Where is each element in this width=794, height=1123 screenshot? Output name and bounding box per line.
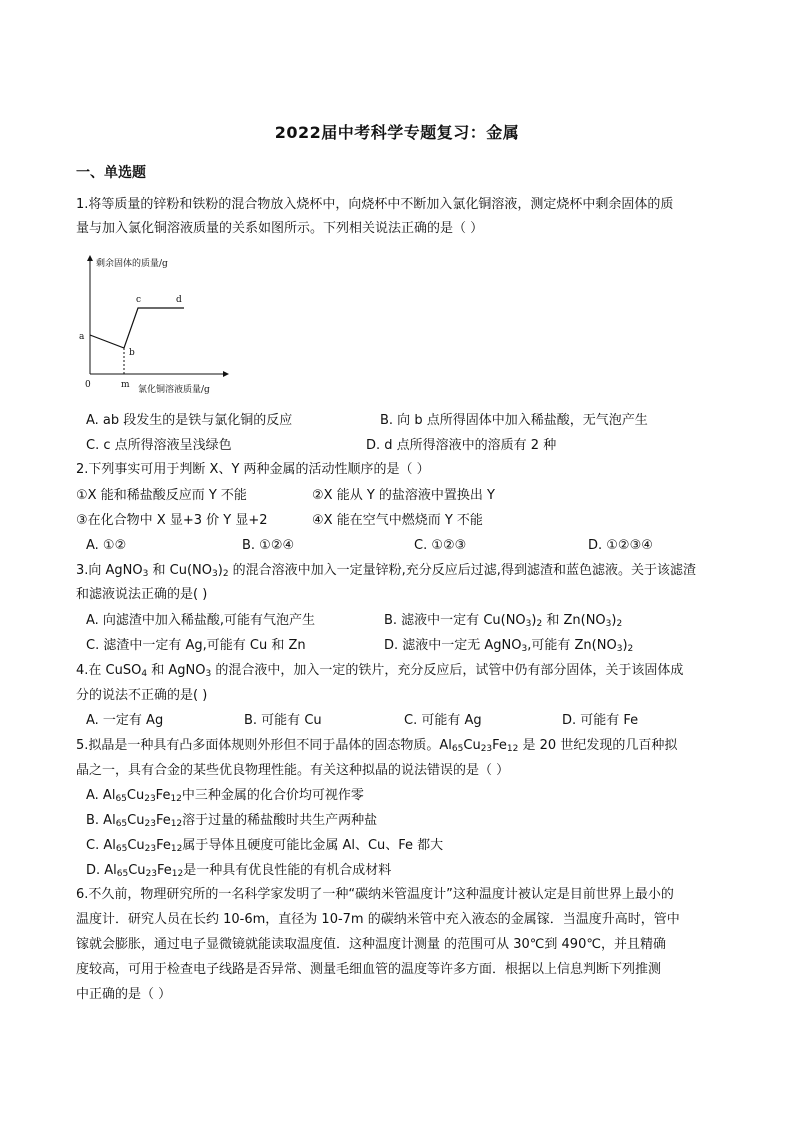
question-4-option-d: D. 可能有 Fe	[562, 713, 639, 728]
question-4-text: 4.在 CuSO	[76, 663, 142, 678]
question-1-option-c: C. c 点所得溶液呈浅绿色	[86, 438, 232, 453]
point-a-label: a	[79, 332, 85, 342]
subscript: 65	[451, 744, 464, 754]
subscript: 12	[170, 794, 182, 804]
option-text: B. 滤液中一定有 Cu(NO	[384, 613, 526, 628]
subscript: 2	[222, 569, 229, 579]
question-4-text: 的混合液中，加入一定的铁片，充分反应后，试管中仍有部分固体，关于该固体成	[211, 663, 684, 678]
question-1-line-1: 1.将等质量的锌粉和铁粉的混合物放入烧杯中，向烧杯中不断加入氯化铜溶液，测定烧杯中剩余固体的质	[76, 197, 674, 212]
subscript: 12	[506, 744, 519, 754]
formula-part: Cu	[126, 788, 145, 803]
question-3-line-2: 和滤液说法正确的是( )	[76, 587, 208, 602]
subscript: 23	[480, 744, 493, 754]
question-5-text: Fe	[492, 738, 507, 753]
option-text: 溶于过量的稀盐酸时共生产两种盐	[182, 813, 378, 828]
question-5-text: Cu	[463, 738, 481, 753]
graph-svg	[76, 252, 236, 400]
question-3-option-b	[384, 612, 622, 630]
question-5-text: 是 20 世纪发现的几百种拟	[518, 738, 678, 753]
question-3-text: )	[217, 563, 223, 578]
option-text: )	[531, 613, 537, 628]
mass-curve	[90, 308, 184, 348]
question-2-statement-3: ③在化合物中 X 显+3 价 Y 显+2	[76, 513, 268, 528]
option-prefix: B. Al	[86, 813, 116, 828]
option-text: )	[622, 638, 628, 653]
subscript: 2	[627, 644, 634, 654]
question-3-text: 的混合溶液中加入一定量锌粉,充分反应后过滤,得到滤渣和蓝色滤液。关于该滤渣	[228, 563, 696, 578]
formula-part: Cu	[128, 863, 146, 878]
option-prefix: C. Al	[86, 838, 116, 853]
question-6-line-2: 温度计．研究人员在长约 10-6m，直径为 10-7m 的碳纳米管中充入液态的金属镓．当温度升高时，管中	[76, 912, 680, 927]
subscript: 3	[142, 569, 149, 579]
option-text: 和 Zn(NO	[542, 613, 606, 628]
y-axis-label: 剩余固体的质量/g	[96, 259, 168, 269]
subscript: 23	[145, 869, 158, 879]
question-4-text: 和 AgNO	[147, 663, 206, 678]
option-text: D. 滤液中一定无 AgNO	[384, 638, 522, 653]
option-text: 是一种具有优良性能的有机合成材料	[183, 863, 392, 878]
question-5-option-b	[86, 812, 377, 830]
question-3-option-a: A. 向滤渣中加入稀盐酸,可能有气泡产生	[86, 613, 316, 628]
subscript: 12	[170, 844, 183, 854]
question-3-text: 和 Cu(NO	[148, 563, 212, 578]
question-4-option-c: C. 可能有 Ag	[404, 713, 482, 728]
formula-part: Fe	[155, 813, 171, 828]
question-1-line-2: 量与加入氯化铜溶液质量的关系如图所示。下列相关说法正确的是（ ）	[76, 221, 484, 236]
option-prefix: D. Al	[86, 863, 117, 878]
question-6-line-5: 中正确的是（ ）	[76, 987, 172, 1002]
section-heading: 一、单选题	[76, 165, 146, 181]
subscript: 23	[144, 819, 156, 829]
option-text: 中三种金属的化合价均可视作零	[181, 788, 364, 803]
subscript: 65	[116, 869, 129, 879]
subscript: 3	[605, 619, 612, 629]
subscript: 23	[144, 844, 157, 854]
x-axis-label: 氯化铜溶液质量/g	[138, 385, 210, 395]
question-6-line-1: 6.不久前，物理研究所的一名科学家发明了一种“碳纳米管温度计”这种温度计被认定是目前世界上最小的	[76, 887, 674, 902]
point-d-label: d	[176, 295, 182, 305]
question-5-line-2: 晶之一，具有合金的某些优良物理性能。有关这种拟晶的说法错误的是（ ）	[76, 763, 510, 778]
subscript: 4	[141, 669, 148, 679]
question-3-option-c: C. 滤渣中一定有 Ag,可能有 Cu 和 Zn	[86, 638, 306, 653]
question-2-option-c: C. ①②③	[414, 538, 467, 553]
question-4-line-1	[76, 662, 683, 680]
question-6-line-4: 度较高，可用于检查电子线路是否异常、测量毛细血管的温度等许多方面．根据以上信息判断下列推测	[76, 962, 662, 977]
option-prefix: A. Al	[86, 788, 116, 803]
question-2-statement-1: ①X 能和稀盐酸反应而 Y 不能	[76, 488, 247, 503]
subscript: 3	[616, 644, 623, 654]
question-5-line-1	[76, 737, 677, 755]
formula-part: Cu	[127, 838, 145, 853]
question-1-option-b: B. 向 b 点所得固体中加入稀盐酸，无气泡产生	[380, 413, 648, 428]
question-4-option-b: B. 可能有 Cu	[244, 713, 322, 728]
question-2-option-a: A. ①②	[86, 538, 127, 553]
question-2-option-b: B. ①②④	[242, 538, 295, 553]
question-3-line-1	[76, 562, 696, 580]
formula-part: Fe	[156, 838, 171, 853]
subscript: 12	[171, 869, 184, 879]
option-text: ,可能有 Zn(NO	[527, 638, 617, 653]
m-label: m	[121, 380, 130, 390]
question-2-line-1: 2.下列事实可用于判断 X、Y 两种金属的活动性顺序的是（ ）	[76, 462, 430, 477]
point-c-label: c	[136, 295, 142, 305]
page-title: 2022届中考科学专题复习：金属	[274, 123, 520, 142]
subscript: 65	[115, 844, 128, 854]
question-5-option-c	[86, 837, 443, 855]
question-3-option-d	[384, 637, 633, 655]
question-1-graph	[76, 252, 236, 400]
subscript: 12	[170, 819, 183, 829]
subscript: 65	[115, 819, 128, 829]
question-6-line-3: 镓就会膨胀，通过电子显微镜就能读取温度值．这种温度计测量 的范围可从 30℃到 490℃，并且精确	[76, 937, 666, 952]
question-5-option-a	[86, 787, 364, 805]
question-5-option-d	[86, 862, 391, 880]
formula-part: Fe	[157, 863, 172, 878]
option-text: 属于导体且硬度可能比金属 Al、Cu、Fe 都大	[182, 838, 444, 853]
question-5-text: 5.拟晶是一种具有凸多面体规则外形但不同于晶体的固态物质。Al	[76, 738, 452, 753]
question-2-statement-4: ④X 能在空气中燃烧而 Y 不能	[312, 513, 483, 528]
subscript: 23	[144, 794, 156, 804]
question-2-statement-2: ②X 能从 Y 的盐溶液中置换出 Y	[312, 488, 495, 503]
subscript: 65	[115, 794, 127, 804]
option-text: )	[611, 613, 617, 628]
subscript: 3	[525, 619, 532, 629]
question-2-option-d: D. ①②③④	[588, 538, 653, 553]
question-3-text: 3.向 AgNO	[76, 563, 143, 578]
origin-label: 0	[85, 380, 91, 390]
formula-part: Fe	[155, 788, 171, 803]
subscript: 3	[521, 644, 528, 654]
question-1-option-d: D. d 点所得溶液中的溶质有 2 种	[366, 438, 557, 453]
subscript: 2	[536, 619, 543, 629]
formula-part: Cu	[127, 813, 145, 828]
question-1-option-a: A. ab 段发生的是铁与氯化铜的反应	[86, 413, 293, 428]
question-4-option-a: A. 一定有 Ag	[86, 713, 164, 728]
subscript: 3	[212, 569, 218, 579]
subscript: 3	[205, 669, 212, 679]
point-b-label: b	[129, 348, 135, 358]
question-4-line-2: 分的说法不正确的是( )	[76, 688, 208, 703]
subscript: 2	[616, 619, 623, 629]
